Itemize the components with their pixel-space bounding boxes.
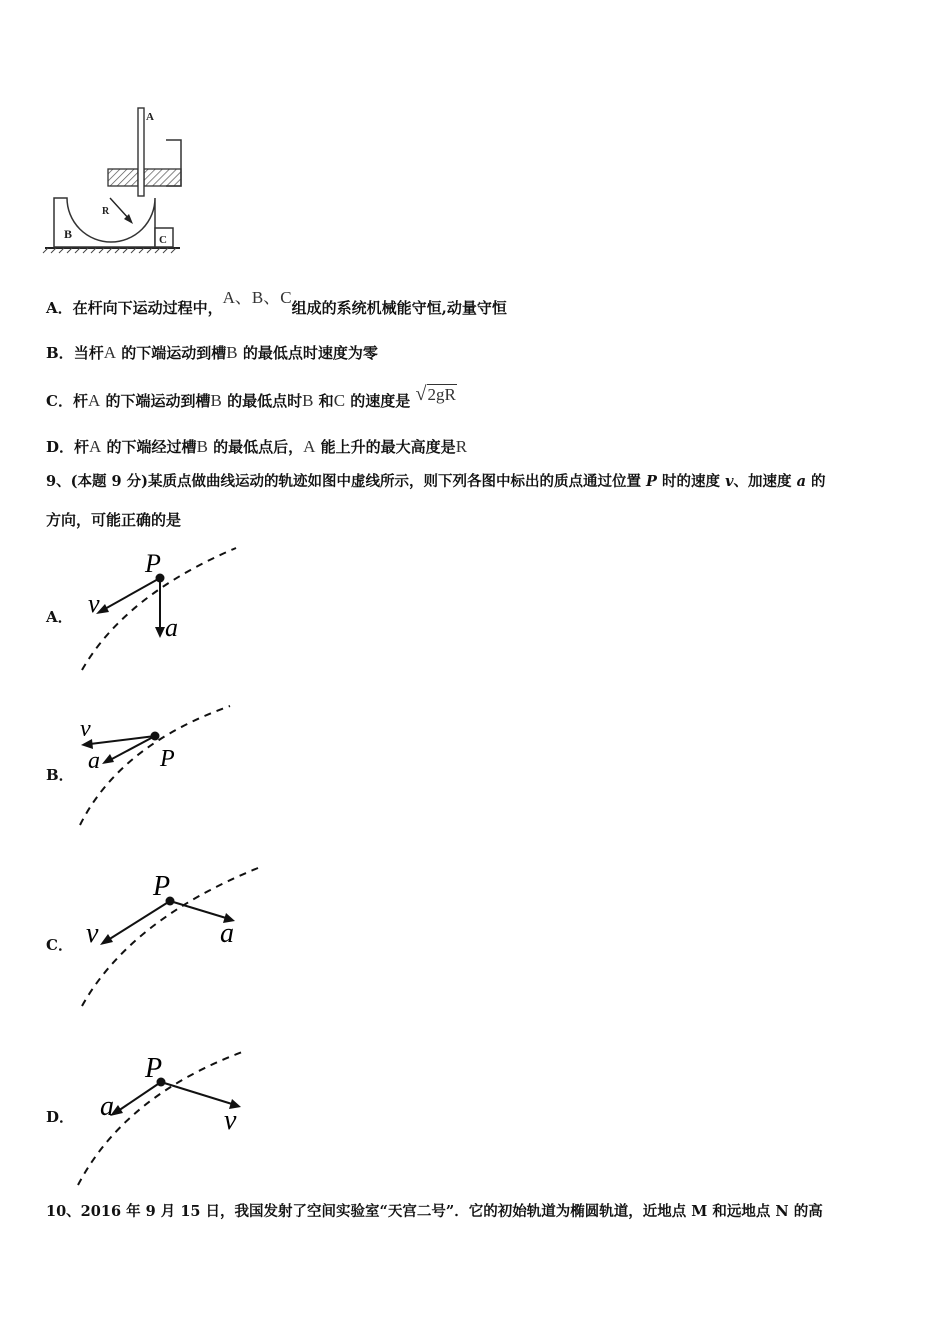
option-text: 的最低点时 — [227, 392, 303, 410]
q8-option-a — [46, 288, 507, 318]
q8-label-r: R — [102, 206, 110, 217]
symbol: A — [303, 437, 316, 456]
q9-c-label-v: v — [86, 918, 99, 949]
symbol: B — [302, 391, 314, 410]
q8-label-b: B — [64, 227, 73, 241]
q9-option-b-figure — [70, 700, 260, 830]
symbol: R — [455, 437, 468, 456]
q9-text: 9、(本题 9 分)某质点做曲线运动的轨迹如图中虚线所示，则下列各图中标出的质点通过位置 — [46, 473, 647, 490]
q8-option-b — [46, 343, 378, 363]
symbol: A — [87, 391, 101, 410]
option-letter: C． — [46, 392, 73, 410]
q9-a-label-a: a — [165, 613, 178, 642]
q9-text: 时的速度 — [656, 473, 726, 490]
option-text: 的下端运动到槽 — [121, 344, 227, 362]
q9-symbol-v: v — [725, 473, 734, 490]
option-letter: A． — [46, 299, 73, 317]
option-letter: D． — [46, 438, 75, 456]
q9-c-label-p: P — [153, 871, 171, 902]
sqrt-radicand: 2gR — [427, 385, 456, 404]
q9-option-d-label: D． — [46, 1108, 75, 1126]
symbol: B — [210, 391, 222, 410]
q9-b-label-p: P — [160, 746, 175, 772]
q9-a-label-p: P — [145, 549, 161, 578]
q8-option-c — [46, 383, 457, 411]
symbol: A — [89, 437, 102, 456]
q9-option-a-label: A． — [46, 608, 73, 626]
q9-d-label-v: v — [224, 1105, 237, 1136]
symbol: A — [103, 343, 116, 362]
q9-b-label-v: v — [80, 716, 91, 742]
option-text: 的最低点时速度为零 — [242, 344, 378, 362]
q9-option-a-figure — [70, 540, 260, 680]
q9-option-c-label: C． — [46, 936, 73, 954]
symbol: B — [196, 437, 208, 456]
option-text: 和 — [318, 392, 334, 410]
q8-option-d — [46, 437, 467, 457]
q8-label-c: C — [159, 234, 167, 246]
symbol: A、B、C — [222, 288, 292, 307]
q9-option-d-figure — [70, 1045, 270, 1190]
q9-option-c-figure — [70, 860, 270, 1010]
q8-label-a: A — [146, 111, 154, 123]
option-text: 的下端经过槽 — [106, 438, 197, 456]
option-text: 组成的系统机械能守恒,动量守恒 — [291, 299, 507, 317]
option-text: 能上升的最大高度是 — [320, 438, 456, 456]
option-text: 在杆向下运动过程中， — [72, 299, 223, 317]
option-letter: B． — [46, 344, 74, 362]
q9-symbol-a: a — [796, 473, 806, 490]
q10-stem: 10、2016 年 9 月 15 日，我国发射了空间实验室“天宫二号”．它的初始轨道为椭圆轨道，近地点 M 和远地点 N 的高 — [46, 1203, 823, 1220]
option-text: 当杆 — [73, 344, 104, 362]
q9-stem-line2 — [46, 510, 181, 530]
q9-d-label-a: a — [100, 1091, 114, 1122]
q9-c-label-a: a — [220, 918, 234, 949]
symbol: C — [333, 391, 346, 410]
q9-text: 、加速度 — [733, 473, 797, 490]
symbol: B — [226, 343, 238, 362]
sqrt-expression: √2gR — [415, 383, 456, 405]
q9-stem-line1 — [46, 472, 826, 492]
option-text: 的下端运动到槽 — [105, 392, 211, 410]
q8-apparatus-figure — [40, 100, 190, 260]
q9-b-label-a: a — [88, 748, 100, 774]
q9-text: 方向，可能正确的是 — [46, 511, 182, 529]
q9-a-label-v: v — [88, 589, 100, 618]
option-text: 的速度是 — [350, 392, 411, 410]
option-text: 杆 — [72, 392, 88, 410]
q9-text: 的 — [805, 473, 826, 490]
option-text: 杆 — [74, 438, 90, 456]
q9-d-label-p: P — [145, 1053, 163, 1084]
q9-option-b-label: B． — [46, 766, 74, 784]
q9-symbol-p: P — [646, 473, 657, 490]
option-text: 的最低点后， — [213, 438, 304, 456]
